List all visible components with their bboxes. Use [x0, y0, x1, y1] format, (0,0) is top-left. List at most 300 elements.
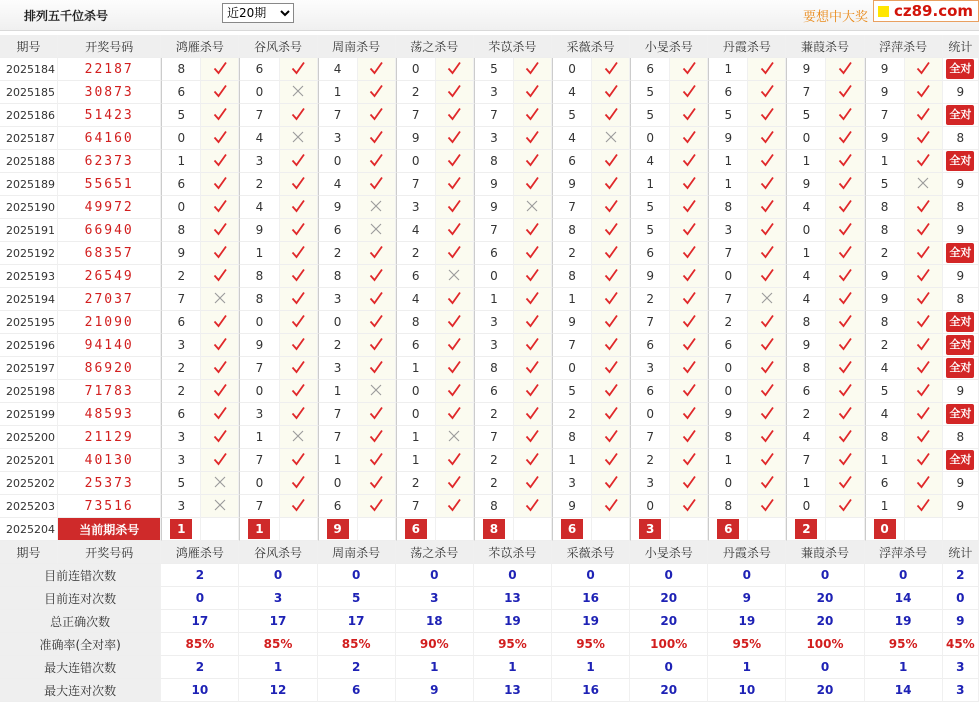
current-kill-label: 当前期杀号: [58, 518, 161, 541]
result-cell: [280, 357, 318, 380]
result-cell: [826, 334, 864, 357]
check-icon: [760, 452, 774, 466]
check-icon: [682, 291, 696, 305]
check-icon: [525, 245, 539, 259]
current-kill-badge: 6: [717, 519, 739, 539]
result-cell: [436, 495, 474, 518]
issue-cell: 2025195: [0, 311, 58, 334]
result-cell: [748, 311, 786, 334]
total-cell: [943, 81, 979, 104]
kill-number-cell: 6: [865, 472, 905, 495]
stats-value: 1: [396, 656, 474, 679]
check-icon: [604, 291, 618, 305]
table-footer-header-row: [0, 541, 979, 564]
result-cell: [826, 288, 864, 311]
result-cell: [514, 196, 552, 219]
kill-number-cell: 5: [786, 104, 826, 127]
stats-value: 2: [161, 656, 239, 679]
result-cell: [358, 81, 396, 104]
kill-number-cell: 1: [161, 150, 201, 173]
result-cell: [826, 58, 864, 81]
check-icon: [682, 176, 696, 190]
check-icon: [604, 360, 618, 374]
kill-number-cell: 3: [318, 288, 358, 311]
kill-number-cell: 4: [552, 81, 592, 104]
result-cell: [201, 58, 239, 81]
period-range-select[interactable]: [222, 3, 294, 23]
kill-number-cell: 7: [630, 311, 670, 334]
result-cell: [826, 127, 864, 150]
kill-number-cell: 3: [474, 127, 514, 150]
kill-number-cell: 7: [708, 242, 748, 265]
kill-number-cell: 2: [161, 380, 201, 403]
check-icon: [682, 84, 696, 98]
result-cell: [201, 196, 239, 219]
kill-number-cell: 0: [786, 127, 826, 150]
result-cell: [201, 104, 239, 127]
kill-number-cell: 0: [708, 357, 748, 380]
kill-number-cell: 9: [161, 242, 201, 265]
check-icon: [291, 268, 305, 282]
table-row: [0, 426, 979, 449]
kill-number-cell: 0: [630, 127, 670, 150]
check-icon: [604, 199, 618, 213]
check-icon: [447, 130, 461, 144]
stats-value: 16: [552, 587, 630, 610]
result-cell: [280, 104, 318, 127]
check-icon: [682, 452, 696, 466]
result-cell: [280, 127, 318, 150]
current-empty-cell: [201, 518, 239, 541]
result-cell: [670, 334, 708, 357]
check-icon: [447, 153, 461, 167]
kill-number-cell: 1: [786, 242, 826, 265]
promo-text[interactable]: 要想中大奖: [803, 10, 869, 25]
stats-value: 0: [161, 587, 239, 610]
kill-number-cell: 6: [630, 380, 670, 403]
result-cell: [748, 334, 786, 357]
current-kill-cell: [865, 518, 905, 541]
kill-number-cell: 1: [708, 150, 748, 173]
stats-value: 20: [630, 679, 708, 702]
check-icon: [213, 452, 227, 466]
kill-number-cell: 3: [318, 127, 358, 150]
result-cell: [670, 380, 708, 403]
check-icon: [213, 61, 227, 75]
check-icon: [838, 130, 852, 144]
expert-column-header: 周南杀号: [318, 35, 396, 58]
check-icon: [760, 268, 774, 282]
stats-value: 3: [943, 656, 979, 679]
stats-value: 95%: [474, 633, 552, 656]
check-icon: [916, 475, 930, 489]
result-cell: [748, 196, 786, 219]
kill-number-cell: 2: [396, 81, 436, 104]
yellow-square-icon: [878, 6, 889, 17]
result-cell: [748, 127, 786, 150]
issue-header: 期号: [0, 541, 58, 564]
winning-number-cell: 22187: [58, 58, 161, 81]
result-cell: [201, 403, 239, 426]
kill-number-cell: 1: [786, 150, 826, 173]
result-cell: [905, 265, 943, 288]
cross-icon: [916, 176, 930, 190]
result-cell: [201, 472, 239, 495]
check-icon: [213, 130, 227, 144]
kill-number-cell: 9: [786, 173, 826, 196]
kill-number-cell: 6: [630, 242, 670, 265]
kill-number-cell: 6: [708, 81, 748, 104]
table-row: [0, 357, 979, 380]
winning-number-cell: 55651: [58, 173, 161, 196]
kill-number-cell: 9: [865, 288, 905, 311]
current-kill-cell: [396, 518, 436, 541]
table-row: [0, 58, 979, 81]
kill-number-cell: 0: [239, 472, 279, 495]
result-cell: [826, 219, 864, 242]
kill-number-cell: 8: [552, 426, 592, 449]
stats-row: [0, 587, 979, 610]
check-icon: [838, 475, 852, 489]
check-icon: [525, 452, 539, 466]
issue-cell: 2025185: [0, 81, 58, 104]
result-cell: [436, 265, 474, 288]
current-kill-cell: [708, 518, 748, 541]
result-cell: [201, 288, 239, 311]
winning-number-cell: 86920: [58, 357, 161, 380]
kill-number-cell: 8: [865, 196, 905, 219]
stats-label: 总正确次数: [0, 610, 161, 633]
stats-value: 2: [318, 656, 396, 679]
result-cell: [514, 334, 552, 357]
check-icon: [447, 498, 461, 512]
table-row: [0, 380, 979, 403]
kill-number-cell: 2: [865, 334, 905, 357]
kill-number-cell: 7: [239, 449, 279, 472]
result-cell: [201, 219, 239, 242]
result-cell: [514, 127, 552, 150]
check-icon: [291, 153, 305, 167]
kill-number-cell: 2: [318, 334, 358, 357]
issue-cell: 2025201: [0, 449, 58, 472]
result-cell: [280, 449, 318, 472]
check-icon: [213, 406, 227, 420]
check-icon: [213, 107, 227, 121]
kill-number-cell: 9: [786, 334, 826, 357]
kill-number-cell: 6: [161, 173, 201, 196]
result-cell: [201, 495, 239, 518]
result-cell: [201, 426, 239, 449]
expert-column-header: 蒹葭杀号: [786, 35, 864, 58]
kill-number-cell: 2: [474, 472, 514, 495]
kill-number-cell: 4: [239, 127, 279, 150]
kill-number-cell: 7: [786, 81, 826, 104]
result-cell: [436, 311, 474, 334]
stats-value: 18: [396, 610, 474, 633]
kill-number-cell: 5: [630, 219, 670, 242]
kill-number-cell: 1: [239, 426, 279, 449]
check-icon: [838, 498, 852, 512]
stats-value: 0: [630, 564, 708, 587]
check-icon: [838, 222, 852, 236]
total-cell: [943, 472, 979, 495]
site-badge[interactable]: [873, 0, 979, 22]
result-cell: [358, 403, 396, 426]
kill-number-cell: 8: [396, 311, 436, 334]
kill-number-cell: 5: [865, 173, 905, 196]
check-icon: [916, 498, 930, 512]
kill-number-cell: 7: [786, 449, 826, 472]
result-cell: [905, 495, 943, 518]
result-cell: [905, 357, 943, 380]
result-cell: [201, 242, 239, 265]
kill-number-cell: 9: [552, 495, 592, 518]
result-cell: [826, 426, 864, 449]
result-cell: [280, 265, 318, 288]
check-icon: [213, 153, 227, 167]
check-icon: [525, 130, 539, 144]
kill-number-cell: 2: [786, 403, 826, 426]
stats-value: 20: [786, 610, 864, 633]
kill-number-cell: 3: [239, 150, 279, 173]
kill-number-cell: 6: [630, 334, 670, 357]
stats-value: 10: [708, 679, 786, 702]
cross-icon: [291, 84, 305, 98]
current-issue-row: [0, 518, 979, 541]
stats-value: 12: [239, 679, 317, 702]
stats-value: 100%: [786, 633, 864, 656]
expert-column-header: 小旻杀号: [630, 35, 708, 58]
result-cell: [280, 472, 318, 495]
check-icon: [369, 475, 383, 489]
table-row: [0, 196, 979, 219]
check-icon: [604, 245, 618, 259]
table-row: [0, 242, 979, 265]
check-icon: [682, 475, 696, 489]
result-cell: [358, 104, 396, 127]
issue-cell: 2025187: [0, 127, 58, 150]
check-icon: [760, 383, 774, 397]
result-cell: [358, 219, 396, 242]
check-icon: [369, 245, 383, 259]
check-icon: [838, 337, 852, 351]
check-icon: [916, 406, 930, 420]
check-icon: [838, 199, 852, 213]
result-cell: [670, 173, 708, 196]
result-cell: [826, 173, 864, 196]
check-icon: [525, 383, 539, 397]
check-icon: [604, 383, 618, 397]
check-icon: [916, 199, 930, 213]
result-cell: [592, 173, 630, 196]
check-icon: [916, 337, 930, 351]
stats-value: 20: [786, 679, 864, 702]
result-cell: [280, 173, 318, 196]
result-cell: [905, 288, 943, 311]
current-empty-cell: [592, 518, 630, 541]
stats-value: 17: [318, 610, 396, 633]
kill-number-cell: 0: [318, 150, 358, 173]
table-row: [0, 81, 979, 104]
result-cell: [592, 219, 630, 242]
check-icon: [838, 153, 852, 167]
check-icon: [604, 107, 618, 121]
check-icon: [604, 176, 618, 190]
total-cell: [943, 242, 979, 265]
kill-number-cell: 3: [396, 196, 436, 219]
kill-number-cell: 2: [865, 242, 905, 265]
stats-row: [0, 679, 979, 702]
check-icon: [525, 268, 539, 282]
stats-value: 95%: [552, 633, 630, 656]
table-row: [0, 449, 979, 472]
check-icon: [525, 61, 539, 75]
stats-value: 19: [474, 610, 552, 633]
stats-value: 2: [161, 564, 239, 587]
kill-number-cell: 3: [161, 449, 201, 472]
total-cell: [943, 219, 979, 242]
result-cell: [592, 81, 630, 104]
result-cell: [514, 357, 552, 380]
kill-number-cell: 6: [786, 380, 826, 403]
kill-number-cell: 9: [474, 173, 514, 196]
check-icon: [447, 61, 461, 75]
stats-value: 13: [474, 587, 552, 610]
result-cell: [592, 311, 630, 334]
winning-number-cell: 40130: [58, 449, 161, 472]
result-cell: [592, 242, 630, 265]
cross-icon: [760, 291, 774, 305]
kill-number-cell: 4: [318, 58, 358, 81]
result-cell: [592, 334, 630, 357]
result-cell: [670, 81, 708, 104]
kill-number-cell: 4: [396, 219, 436, 242]
kill-number-cell: 0: [630, 495, 670, 518]
expert-column-header: 荡之杀号: [396, 541, 474, 564]
stats-value: 0: [239, 564, 317, 587]
correct-count: 9: [956, 269, 965, 283]
stats-value: 0: [786, 564, 864, 587]
result-cell: [670, 403, 708, 426]
kill-number-cell: 3: [474, 334, 514, 357]
result-cell: [826, 81, 864, 104]
expert-column-header: 采薇杀号: [552, 35, 630, 58]
result-cell: [201, 357, 239, 380]
check-icon: [213, 199, 227, 213]
kill-number-cell: 9: [318, 196, 358, 219]
kill-number-cell: 9: [239, 219, 279, 242]
expert-column-header: 芣苡杀号: [474, 35, 552, 58]
kill-number-cell: 2: [396, 472, 436, 495]
stats-label: 目前连对次数: [0, 587, 161, 610]
check-icon: [213, 84, 227, 98]
result-cell: [670, 150, 708, 173]
table-row: [0, 495, 979, 518]
check-icon: [291, 176, 305, 190]
cross-icon: [369, 199, 383, 213]
issue-cell: 2025202: [0, 472, 58, 495]
check-icon: [604, 222, 618, 236]
check-icon: [447, 176, 461, 190]
site-name: cz89.com: [894, 2, 974, 20]
kill-number-cell: 7: [474, 104, 514, 127]
kill-number-cell: 7: [708, 288, 748, 311]
result-cell: [592, 357, 630, 380]
table-row: [0, 334, 979, 357]
result-cell: [748, 242, 786, 265]
stats-value: 100%: [630, 633, 708, 656]
result-cell: [436, 472, 474, 495]
stats-value: 10: [161, 679, 239, 702]
result-cell: [436, 127, 474, 150]
stats-value: 1: [708, 656, 786, 679]
result-cell: [358, 150, 396, 173]
kill-number-cell: 4: [396, 288, 436, 311]
check-icon: [369, 337, 383, 351]
result-cell: [826, 242, 864, 265]
correct-count: 8: [956, 131, 965, 145]
stats-value: 14: [865, 679, 943, 702]
result-cell: [905, 472, 943, 495]
check-icon: [447, 107, 461, 121]
total-cell: [943, 288, 979, 311]
kill-number-cell: 5: [630, 81, 670, 104]
kill-number-cell: 1: [318, 449, 358, 472]
check-icon: [604, 498, 618, 512]
check-icon: [213, 176, 227, 190]
total-header: 统计: [943, 35, 979, 58]
kill-number-cell: 2: [552, 242, 592, 265]
result-cell: [436, 288, 474, 311]
result-cell: [514, 472, 552, 495]
result-cell: [592, 265, 630, 288]
kill-number-cell: 0: [239, 380, 279, 403]
kill-number-cell: 6: [318, 219, 358, 242]
result-cell: [592, 449, 630, 472]
kill-number-cell: 2: [239, 173, 279, 196]
check-icon: [604, 406, 618, 420]
check-icon: [760, 222, 774, 236]
stats-value: 3: [239, 587, 317, 610]
table-row: [0, 173, 979, 196]
result-cell: [514, 426, 552, 449]
check-icon: [291, 107, 305, 121]
issue-cell: 2025200: [0, 426, 58, 449]
check-icon: [369, 498, 383, 512]
kill-number-cell: 3: [552, 472, 592, 495]
check-icon: [447, 245, 461, 259]
result-cell: [280, 334, 318, 357]
result-cell: [748, 58, 786, 81]
cross-icon: [213, 291, 227, 305]
check-icon: [682, 107, 696, 121]
check-icon: [447, 360, 461, 374]
kill-number-cell: 4: [865, 357, 905, 380]
result-cell: [436, 219, 474, 242]
kill-number-cell: 3: [474, 81, 514, 104]
kill-number-cell: 4: [318, 173, 358, 196]
result-cell: [358, 265, 396, 288]
kill-number-cell: 8: [239, 265, 279, 288]
result-cell: [201, 449, 239, 472]
current-kill-badge: 8: [483, 519, 505, 539]
check-icon: [838, 452, 852, 466]
total-cell: [943, 380, 979, 403]
stats-value: 1: [552, 656, 630, 679]
stats-value: 2: [943, 564, 979, 587]
check-icon: [838, 107, 852, 121]
check-icon: [291, 199, 305, 213]
